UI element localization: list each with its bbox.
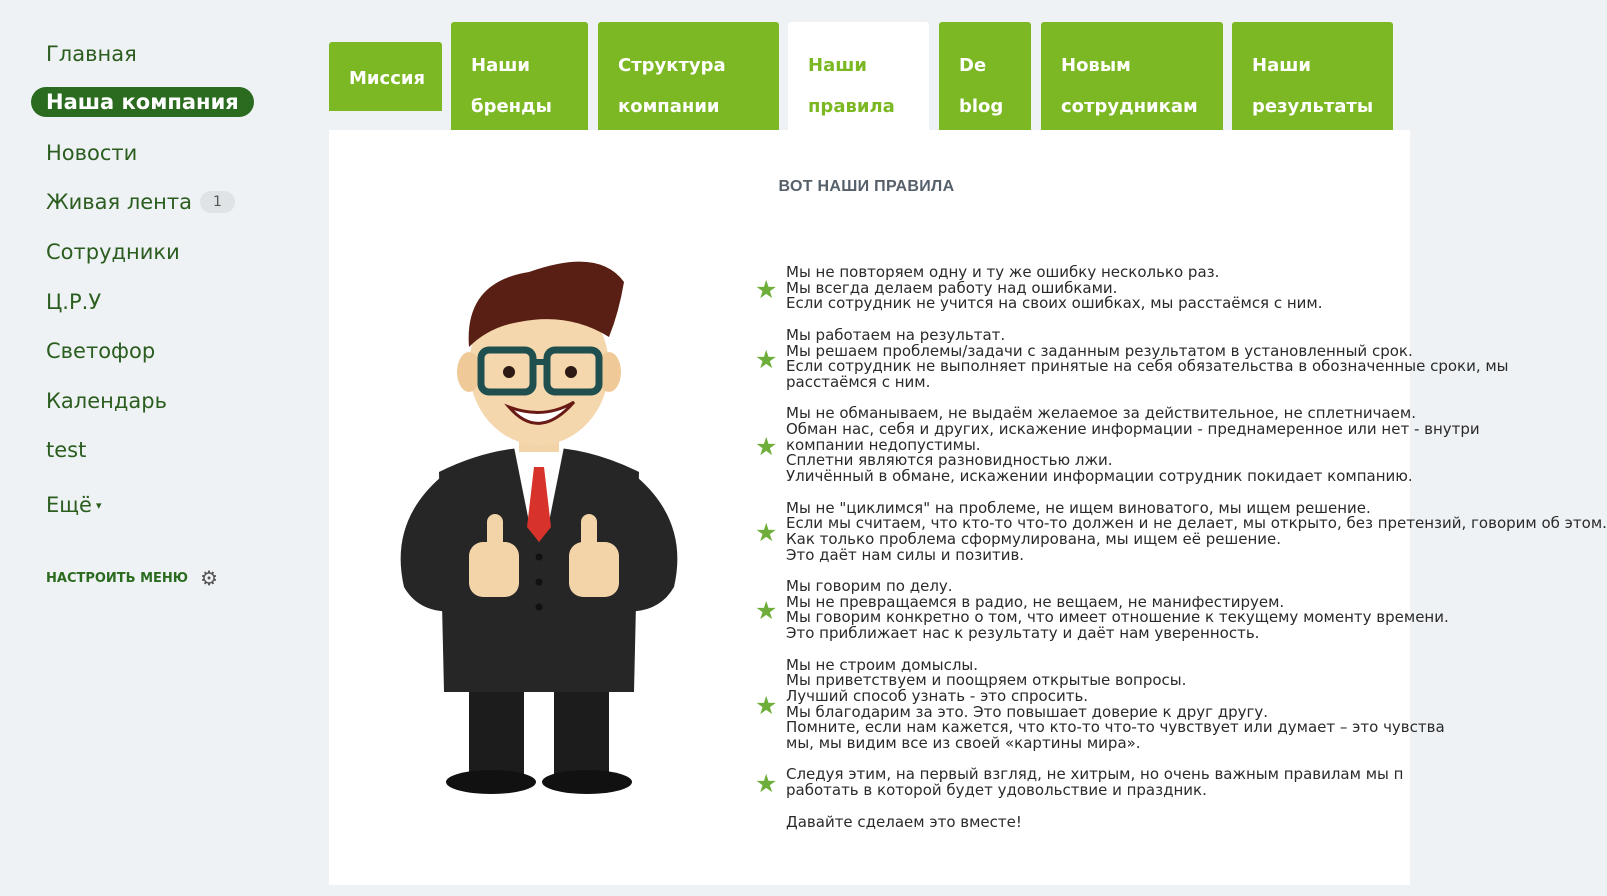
- rule-line: Если мы считаем, что кто-то что-то должен и не делает, мы открыто, без претензий, говорим об этом.: [786, 514, 1607, 533]
- star-icon: ★: [755, 517, 778, 547]
- nav-item-our-company[interactable]: Наша компания: [31, 87, 254, 117]
- nav-item-more[interactable]: [46, 493, 102, 517]
- nav-item-news[interactable]: Новости: [46, 141, 138, 165]
- rule-line: Это даёт нам силы и позитив.: [786, 545, 1025, 564]
- rule-line: Мы не строим домыслы.: [786, 655, 979, 674]
- rule-item: [755, 577, 1449, 643]
- count-badge: 1: [200, 191, 235, 213]
- rule-line: Мы всегда делаем работу над ошибками.: [786, 278, 1118, 297]
- jacket-button: [536, 554, 543, 561]
- rule-item: [755, 655, 1445, 753]
- rule-line: Мы не "циклимся" на проблеме, не ищем виноватого, мы ищем решение.: [786, 498, 1371, 517]
- rule-line: работать в которой будет удовольствие и праздник.: [786, 781, 1207, 800]
- right-thumb: [581, 514, 597, 554]
- star-icon: ★: [755, 274, 778, 304]
- tab-blog[interactable]: [939, 22, 1031, 130]
- star-icon: ★: [755, 345, 778, 375]
- nav-item-home[interactable]: Главная: [46, 42, 137, 66]
- tab-label-line2: компании: [618, 96, 720, 117]
- rule-line: Мы не обманываем, не выдаём желаемое за действительное, не сплетничаем.: [786, 404, 1416, 423]
- nav-item-employees[interactable]: Сотрудники: [46, 240, 180, 264]
- jacket-button: [536, 579, 543, 586]
- right-shoe: [542, 770, 632, 794]
- nav-item-calendar[interactable]: Календарь: [46, 389, 167, 413]
- tab-label-line2: правила: [808, 96, 895, 117]
- content-panel: [329, 130, 1607, 885]
- tab-label-line2: бренды: [471, 96, 552, 117]
- sidebar: [0, 0, 300, 896]
- tab-rules[interactable]: [788, 22, 929, 132]
- tab-label-line2: результаты: [1252, 96, 1374, 117]
- closing-text: Давайте сделаем это вместе!: [786, 812, 1022, 831]
- tab-brands[interactable]: [451, 22, 588, 130]
- rule-line: Мы говорим по делу.: [786, 577, 953, 595]
- rule-line: Мы работаем на результат.: [786, 325, 1006, 344]
- rule-item: [757, 767, 1417, 798]
- rule-line: Если сотрудник не выполняет принятые на себя обязательства в обозначенные сроки, мы: [786, 357, 1509, 376]
- tab-mission[interactable]: [329, 42, 442, 111]
- tab-label-line1: Наши: [1252, 55, 1311, 76]
- left-eye: [503, 366, 515, 378]
- left-shoe: [446, 770, 536, 794]
- tab-label-line1: Новым: [1061, 55, 1131, 76]
- rule-line: компании недопустимы.: [786, 435, 981, 454]
- configure-menu-label: НАСТРОИТЬ МЕНЮ: [46, 570, 189, 586]
- rule-line: мы, мы видим все из своей «картины мира».: [786, 734, 1141, 753]
- rule-item: [757, 265, 1417, 312]
- nav-item-label: Ещё: [46, 493, 92, 517]
- gear-icon: ⚙: [200, 566, 219, 590]
- tab-label-line1: Структура: [618, 55, 726, 76]
- nav-item-traffic-light[interactable]: Светофор: [46, 339, 156, 363]
- nav-item-cru[interactable]: Ц.Р.У: [46, 290, 102, 314]
- tab-label-line2: blog: [959, 96, 1004, 117]
- page-title: ВОТ НАШИ ПРАВИЛА: [778, 178, 955, 195]
- tab-label-line1: Наши: [471, 55, 530, 76]
- rule-line: Мы благодарим за это. Это повышает доверие к друг другу.: [786, 702, 1269, 721]
- nav-item-test[interactable]: test: [46, 438, 87, 462]
- tab-structure[interactable]: [598, 22, 779, 130]
- rule-line: Если сотрудник не учится на своих ошибках, мы расстаёмся с ним.: [786, 294, 1323, 313]
- star-icon: ★: [755, 769, 778, 799]
- rule-item: [755, 404, 1480, 486]
- tab-new-employees[interactable]: [1041, 22, 1223, 130]
- rules-list: [755, 263, 1607, 831]
- caret-down-icon: ▾: [95, 499, 102, 512]
- rule-item: [755, 325, 1509, 391]
- tab-label: Миссия: [349, 68, 426, 89]
- businessman-illustration: [369, 242, 709, 802]
- right-eye: [565, 366, 577, 378]
- left-ear: [457, 352, 481, 392]
- nav-item-label: Живая лента: [46, 190, 192, 214]
- rule-line: Мы приветствуем и поощряем открытые вопросы.: [786, 671, 1187, 690]
- nav-item-live-feed[interactable]: [46, 190, 235, 214]
- rule-line: Мы не превращаемся в радио, не вещаем, не манифестируем.: [786, 592, 1285, 611]
- configure-menu-button[interactable]: [46, 566, 218, 590]
- rule-line: Мы решаем проблемы/задачи с заданным результатом в установленный срок.: [786, 341, 1413, 360]
- rule-line: Сплетни являются разновидностью лжи.: [786, 451, 1113, 470]
- tab-label-line2: сотрудникам: [1061, 96, 1198, 117]
- rule-line: Мы не повторяем одну и ту же ошибку несколько раз.: [786, 263, 1220, 281]
- tab-results[interactable]: [1232, 22, 1393, 130]
- jacket-button: [536, 604, 543, 611]
- rule-line: Следуя этим, на первый взгляд, не хитрым, но очень важным правилам мы п: [786, 765, 1404, 784]
- tab-label-line1: De: [959, 55, 987, 76]
- rule-line: Мы говорим конкретно о том, что имеет отношение к текущему моменту времени.: [786, 608, 1449, 627]
- star-icon: ★: [755, 431, 778, 461]
- left-thumb: [487, 514, 503, 554]
- tab-label-line1: Наши: [808, 55, 867, 76]
- rule-line: расстаёмся с ним.: [786, 372, 931, 391]
- rule-line: Лучший способ узнать - это спросить.: [786, 686, 1089, 705]
- rule-line: Это приближает нас к результату и даёт нам уверенность.: [786, 624, 1260, 643]
- star-icon: ★: [755, 690, 778, 720]
- rule-item: [755, 498, 1607, 564]
- rule-line: Как только проблема сформулирована, мы ищем её решение.: [786, 529, 1282, 548]
- star-icon: ★: [755, 596, 778, 626]
- rule-line: Обман нас, себя и других, искажение информации - преднамеренное или нет - внутри: [786, 420, 1480, 438]
- rule-line: Помните, если нам кажется, что кто-то что-то чувствует или думает – это чувства: [786, 718, 1445, 737]
- rule-line: Уличённый в обмане, искажении информации сотрудник покидает компанию.: [786, 467, 1413, 486]
